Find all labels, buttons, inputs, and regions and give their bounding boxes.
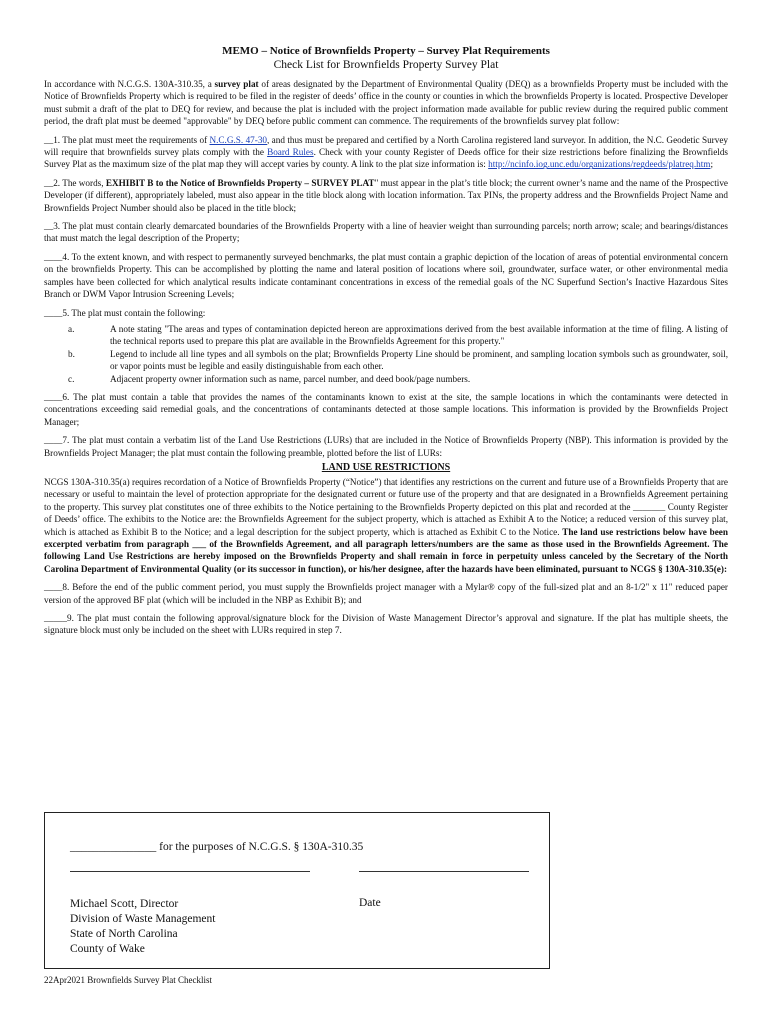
signatory-division: Division of Waste Management [70,913,216,925]
sub-text: Adjacent property owner information such as name, parcel number, and deed book/page numbers. [110,373,471,384]
intro-paragraph [44,78,728,128]
intro-text-2: of areas designated by the Department of Environmental Quality (DEQ) as a brownfields Property must be included with the Notice of Brownfields Property which is required to be filed in the register of deeds’ office in the county or counties in which the brownfields Property is located. Prospective Developer must submit a draft of the plat to DEQ for review, and because the plat is included with the project information made available for public review during the required public comment period, the draft plat must be deemed "approvable" by DEQ before public comment can commence. The requirements of the brownfields survey plat follow: [44,79,729,127]
list-item [62,348,728,373]
sub-label: c. [68,373,75,384]
item-2-text-b: " must appear in the plat’s title block; the current owner’s name and the name of the Prospective Developer (if different), appropriately labeled, must also appear in the title block along with location information. Tax PINs, the property address and the Brownfields Project Name and Brownfields Project Number should also be placed in the title block; [44,177,728,213]
item-2 [44,177,728,214]
date-line [359,871,529,872]
signatory-info [70,897,215,957]
link-ncgs-47-30[interactable]: N.C.G.S. 47-30 [209,134,268,145]
item-5-sublist [62,323,728,385]
signature-block [44,812,550,969]
item-5-intro: ____5. The plat must contain the following: [44,307,206,318]
intro-bold: survey plat [214,79,259,89]
item-2-bold: EXHIBIT B to the Notice of Brownfields Property – SURVEY PLAT [105,177,375,188]
sub-text: A note stating "The areas and types of contamination depicted hereon are approximations derived from the best available information at the time of filing. A listing of the technical reports used to prepare this plat are available in the Brownfields Agreement for this property." [110,323,728,347]
intro-text-1: In accordance with N.C.G.S. 130A-310.35, a [44,79,215,89]
page-subtitle: Check List for Brownfields Property Survey Plat [273,59,499,71]
sub-label: a. [68,323,75,334]
item-7: ____7. The plat must contain a verbatim list of the Land Use Restrictions (LURs) that are included in the Notice of Brownfields Property (NBP). This information is provided by the Brownfields Project Manager; the plat must contain the following preamble, plotted before the list of LURs: [44,435,728,458]
item-1-text-b: , and thus must be prepared and certified by a North Carolina registered land surveyor. In addition, the N.C. Geodetic Survey will require that brownfields survey plats comply with the [44,134,728,158]
lur-heading: LAND USE RESTRICTIONS [321,461,451,473]
list-item [62,323,728,348]
item-6: ____6. The plat must contain a table that provides the names of the contaminants known to exist at the site, the sample locations in which the contaminants were detected in concentrations exceeding said remedial goals, and the concentrations of contaminants detected at those sample locations. This information is provided by the Brownfields Project Manager; [44,391,728,427]
signatory-county: County of Wake [70,943,145,955]
item-8: ____8. Before the end of the public comment period, you must supply the Brownfields project manager with a Mylar® copy of the full-sized plat and an 8-1/2" x 11" reduced paper version of the approved BF plat (which will be included in the NBP as Exhibit B); and [44,582,728,605]
signatory-name: Michael Scott, Director [70,898,179,910]
item-1-text-d: ; [710,159,714,170]
item-9: _____9. The plat must contain the following approval/signature block for the Division of Waste Management Director’s approval and signature. If the plat has multiple sheets, the signature block must only be included on the sheet with LURs required in step 7. [44,613,728,636]
link-board-rules[interactable]: Board Rules [267,147,314,158]
sub-label: b. [68,348,75,359]
date-label: Date [359,897,381,909]
lur-paragraph [44,476,728,575]
item-1 [44,134,728,171]
lur-text: NCGS 130A-310.35(a) requires recordation of a Notice of Brownfields Property (“Notice”) that identifies any restrictions on the current and future use of a Brownfields Property that are necessary or useful to maintain the level of protection appropriate for the designated current or future use of the property and that are designated in a Brownfields Agreement pertaining to the property. This survey plat constitutes one of three exhibits to the Notice pertaining to the Brownfields Property depicted on this plat and recorded at the _______ County Register of Deeds’ office. The exhibits to the Notice are: the Brownfields Agreement for the subject property, which is attached as Exhibit A to the Notice; a reduced version of this survey plat, which is attached as Exhibit B to the Notice; and a legal description for the subject property, which is attached as Exhibit C to the Notice. [44,476,729,537]
lur-bold-text: The land use restrictions below have been excerpted verbatim from paragraph ___ of the Brownfields Agreement, and all paragraph letters/numbers are the same as those used in the Brownfields Agreement. The following Land Use Restrictions are hereby imposed on the Brownfields Property and shall remain in force in perpetuity unless canceled by the Secretary of the North Carolina Department of Environmental Quality (or its successor in function), or his/her designee, after the hazards have been eliminated, pursuant to NCGS § 130A-310.35(e): [44,526,728,574]
item-3: __3. The plat must contain clearly demarcated boundaries of the Brownfields Property with a line of heavier weight than surrounding parcels; north arrow; scale; and bearings/distances that must match the legal description of the Property; [44,221,728,244]
item-1-text-a: __1. The plat must meet the requirements of [44,134,210,145]
page-title: MEMO – Notice of Brownfields Property – Survey Plat Requirements [222,45,550,57]
item-1-text-c: . Check with your county Register of Deeds office for their size restrictions before finalizing the Brownfields Survey Plat as the maximum size of the plat map they will accept varies by county. A link to the plat size information is: [44,147,729,170]
document-page [44,44,728,643]
signature-line [70,871,310,872]
item-4: ____4. To the extent known, and with respect to permanently surveyed benchmarks, the plat must contain a graphic depiction of the location of areas of potential environmental concern on the brownfields Property. This can be accomplished by plotting the name and lateral position of locations where soil, groundwater, surface water, or other environmental media samples have been collected for which analytical results indicate contaminant concentrations in excess of the remedial goals of the NC Superfund Section’s Inactive Hazardous Sites Branch or DWM Vapor Intrusion Screening Levels; [44,251,728,300]
signature-purpose: _______________ for the purposes of N.C.G.S. § 130A-310.35 [70,841,364,853]
sub-text: Legend to include all line types and all symbols on the plat; Brownfields Property Line should be prominent, and sampling location symbols such as groundwater, soil, or vapor points must be legible and easily distinguishable from each other. [110,348,728,372]
item-2-text-a: __2. The words, [44,177,106,188]
page-footer: 22Apr2021 Brownfields Survey Plat Checklist [44,975,212,985]
signatory-state: State of North Carolina [70,928,178,940]
list-item [62,373,728,385]
link-plat-size-info[interactable]: http://ncinfo.iog.unc.edu/organizations/regdeeds/platreq.htm [488,159,711,170]
